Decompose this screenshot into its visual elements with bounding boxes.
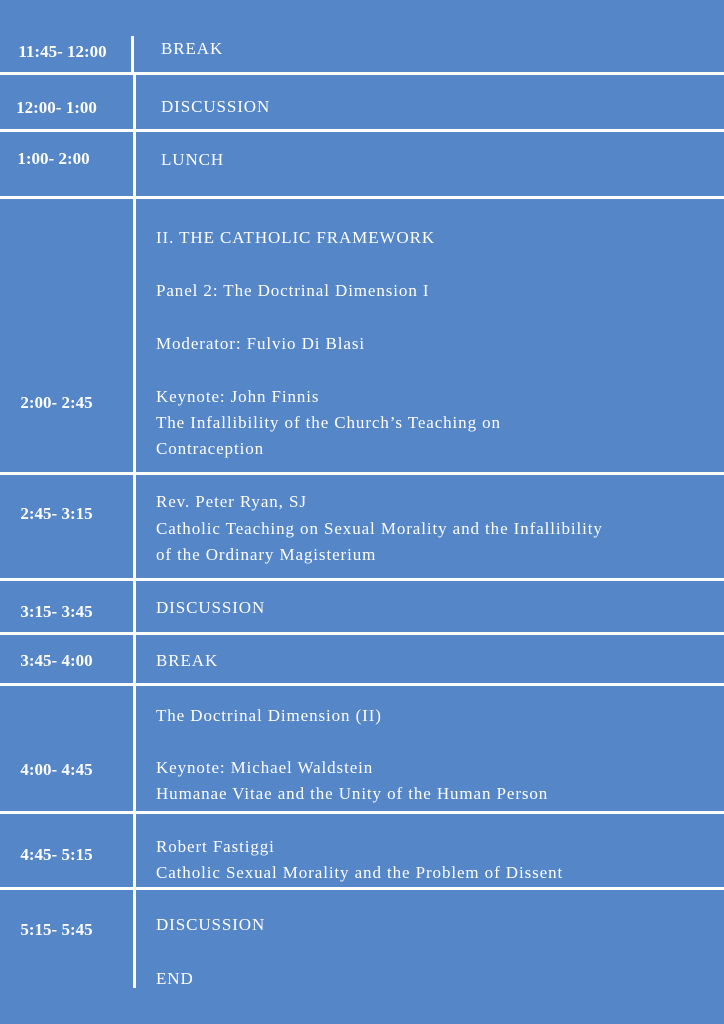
time-slot: 2:45- 3:15 (20, 504, 93, 523)
time-slot: 4:00- 4:45 (20, 760, 93, 779)
panel-title: The Doctrinal Dimension (II) (156, 706, 382, 725)
talk-title: The Infallibility of the Church’s Teaching on (156, 413, 501, 432)
keynote-speaker: Keynote: Michael Waldstein (156, 758, 374, 777)
end-label: END (156, 969, 194, 988)
time-slot: 3:15- 3:45 (20, 602, 93, 621)
keynote-speaker: Keynote: John Finnis (156, 387, 320, 406)
moderator: Moderator: Fulvio Di Blasi (156, 334, 365, 353)
time-slot: 11:45- 12:00 (18, 42, 107, 61)
row-divider (0, 129, 724, 132)
session-title: DISCUSSION (156, 598, 266, 617)
speaker: Rev. Peter Ryan, SJ (156, 492, 307, 511)
time-slot: 3:45- 4:00 (20, 651, 93, 670)
time-slot: 5:15- 5:45 (20, 920, 93, 939)
row-divider (0, 72, 724, 75)
column-divider (133, 199, 136, 472)
row-divider (0, 196, 724, 199)
talk-title: Contraception (156, 439, 265, 458)
session-title: LUNCH (161, 150, 225, 169)
section-heading: II. THE CATHOLIC FRAMEWORK (156, 228, 436, 247)
row-divider (0, 887, 724, 890)
row-divider (0, 472, 724, 475)
column-divider (133, 635, 136, 683)
row-divider (0, 578, 724, 581)
talk-title: of the Ordinary Magisterium (156, 545, 377, 564)
talk-title: Catholic Teaching on Sexual Morality and the Infallibility (156, 519, 603, 538)
panel-title: Panel 2: The Doctrinal Dimension I (156, 281, 430, 300)
time-slot: 1:00- 2:00 (17, 149, 90, 168)
time-slot: 2:00- 2:45 (20, 393, 93, 412)
session-title: DISCUSSION (161, 97, 271, 116)
session-title: BREAK (161, 39, 224, 58)
session-title: DISCUSSION (156, 915, 266, 934)
column-divider (133, 581, 136, 632)
column-divider (133, 75, 136, 129)
time-slot: 12:00- 1:00 (16, 98, 97, 117)
column-divider (133, 475, 136, 578)
session-title: BREAK (156, 651, 219, 670)
column-divider (133, 814, 136, 887)
talk-title: Humanae Vitae and the Unity of the Human Person (156, 784, 549, 803)
row-divider (0, 811, 724, 814)
speaker: Robert Fastiggi (156, 837, 275, 856)
column-divider (131, 36, 134, 72)
row-divider (0, 683, 724, 686)
time-slot: 4:45- 5:15 (20, 845, 93, 864)
talk-title: Catholic Sexual Morality and the Problem of Dissent (156, 863, 564, 882)
row-divider (0, 632, 724, 635)
column-divider (133, 686, 136, 811)
column-divider (133, 132, 136, 196)
column-divider (133, 890, 136, 988)
